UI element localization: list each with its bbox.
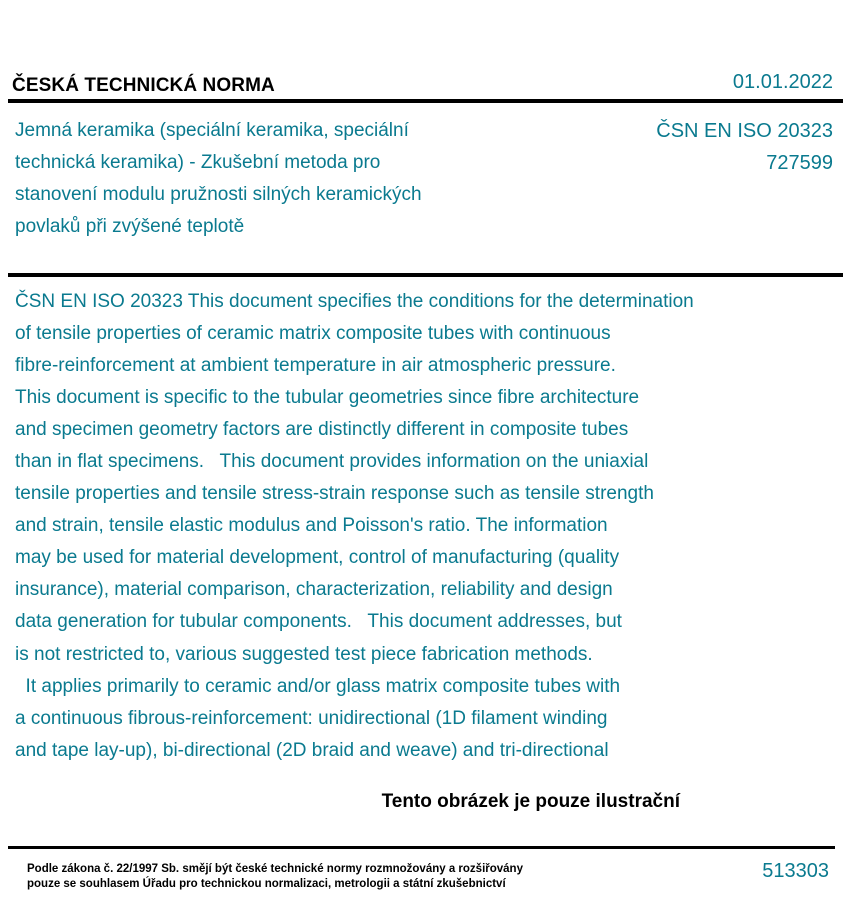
abstract-line: It applies primarily to ceramic and/or glass matrix composite tubes with [15,675,621,697]
legal-line: pouze se souhlasem Úřadu pro technickou normalizaci, metrologii a státní zkušebnictví [27,878,506,890]
standard-designation: ČSN EN ISO 20323 [656,120,833,142]
abstract-line: tensile properties and tensile stress-strain response such as tensile strength [15,483,654,505]
abstract-line: than in flat specimens. This document provides information on the uniaxial [15,451,649,473]
abstract-line: and strain, tensile elastic modulus and Poisson's ratio. The information [15,515,608,537]
abstract-line: and specimen geometry factors are distinctly different in composite tubes [15,419,629,441]
abstract-line: may be used for material development, control of manufacturing (quality [15,547,620,569]
abstract-line: and tape lay-up), bi-directional (2D braid and weave) and tri-directional [15,739,609,761]
abstract-line: insurance), material comparison, characterization, reliability and design [15,579,613,601]
header-label: ČESKÁ TECHNICKÁ NORMA [12,75,275,96]
abstract-line: fibre-reinforcement at ambient temperature in air atmospheric pressure. [15,355,616,377]
title-line: povlaků při zvýšené teplotě [15,216,245,237]
legal-line: Podle zákona č. 22/1997 Sb. smějí být české technické normy rozmnožovány a rozšiřovány [27,863,523,875]
document-title [15,115,495,243]
abstract-line: ČSN EN ISO 20323 This document specifies the conditions for the determination [15,291,694,312]
abstract-line: This document is specific to the tubular geometries since fibre architecture [15,387,640,409]
middle-divider [8,273,843,277]
abstract-line: of tensile properties of ceramic matrix composite tubes with continuous [15,323,611,345]
abstract-line: is not restricted to, various suggested test piece fabrication methods. [15,643,593,665]
abstract-line: a continuous fibrous-reinforcement: unidirectional (1D filament winding [15,707,608,729]
top-divider [8,99,843,103]
title-line: Jemná keramika (speciální keramika, speciální [15,120,409,141]
legal-notice [27,862,523,892]
title-line: technická keramika) - Zkušební metoda pro [15,152,381,173]
abstract-line: data generation for tubular components. This document addresses, but [15,611,622,633]
title-line: stanovení modulu pružnosti silných keramických [15,184,422,205]
abstract-text [15,286,805,767]
illustration-note: Tento obrázek je pouze ilustrační [381,791,680,812]
bottom-divider [8,846,835,849]
catalog-number: 727599 [766,152,833,174]
header-date: 01.01.2022 [732,71,833,93]
standard-identifier [656,115,833,179]
footer-number: 513303 [762,860,829,882]
